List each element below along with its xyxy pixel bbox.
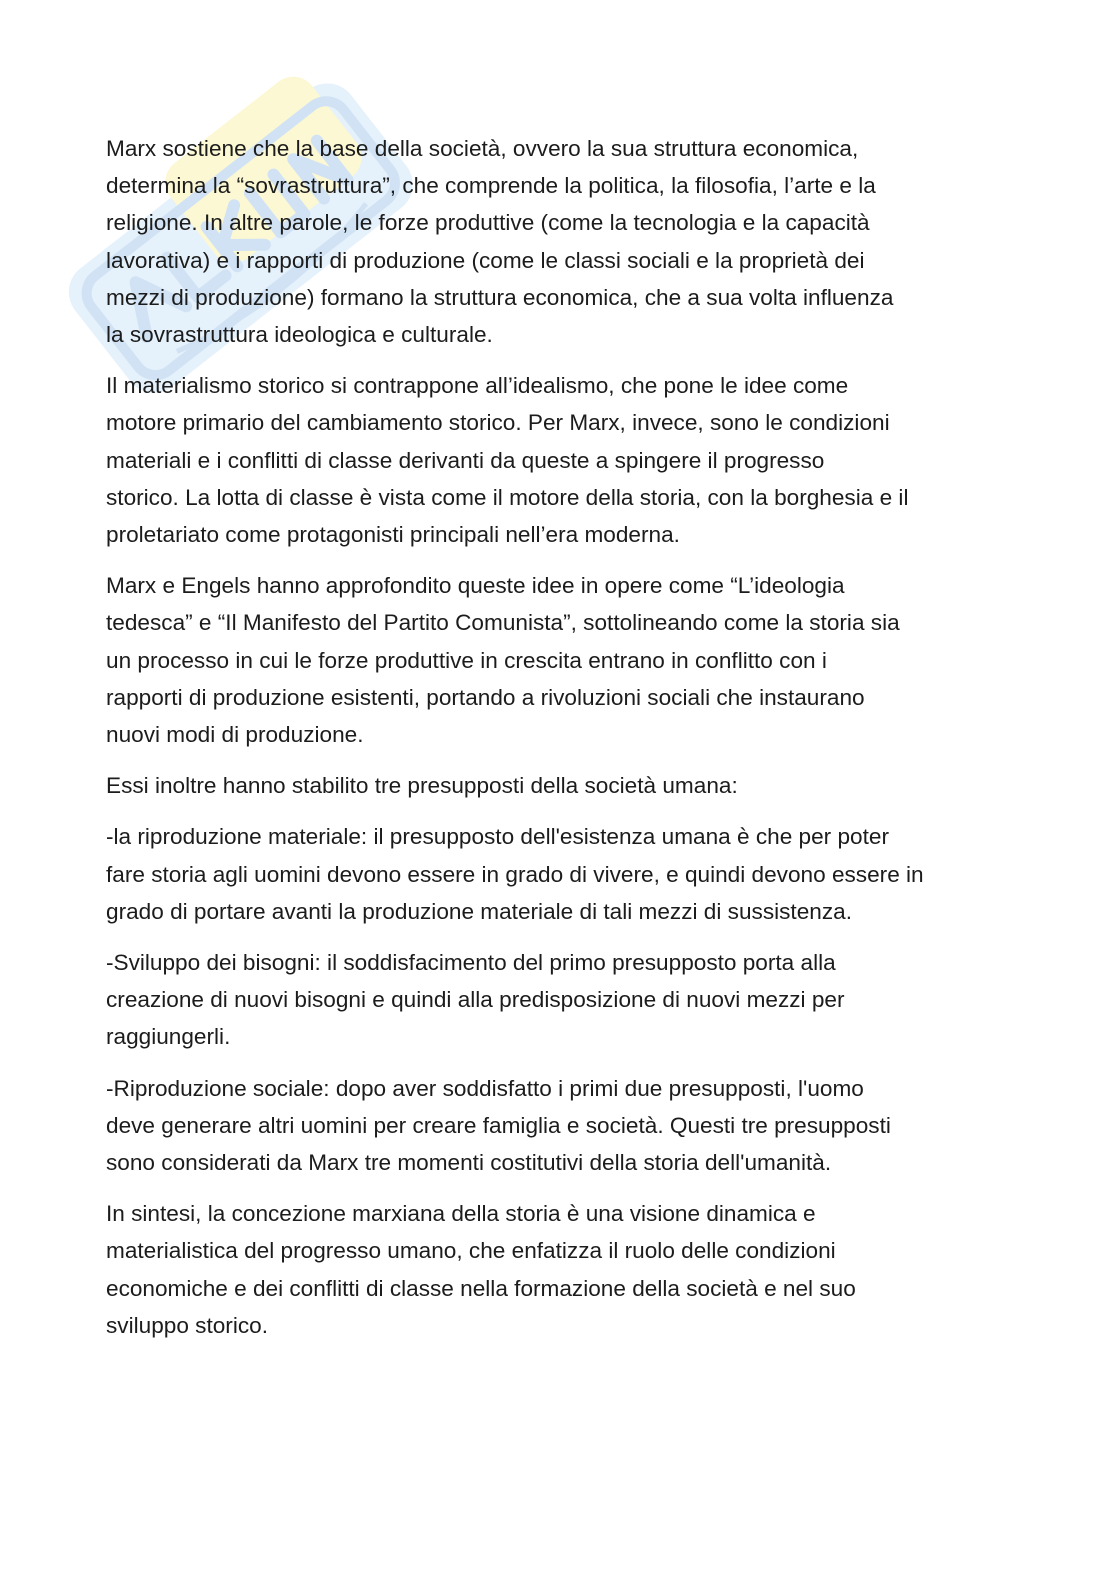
paragraph: [106, 130, 1036, 353]
text-line: religione. In altre parole, le forze produttive (come la tecnologia e la capacità: [106, 210, 870, 236]
paragraph: [106, 944, 1036, 1056]
text-line: sono considerati da Marx tre momenti costitutivi della storia dell'umanità.: [106, 1150, 832, 1176]
paragraph: [106, 1195, 1036, 1344]
paragraph: [106, 818, 1036, 930]
text-line: tedesca” e “Il Manifesto del Partito Comunista”, sottolineando come la storia sia: [106, 610, 900, 636]
text-line: -la riproduzione materiale: il presupposto dell'esistenza umana è che per poter: [106, 824, 889, 850]
text-line: sviluppo storico.: [106, 1312, 268, 1338]
document-body: [106, 130, 1036, 1358]
text-line: determina la “sovrastruttura”, che comprende la politica, la filosofia, l’arte e la: [106, 173, 876, 199]
text-line: deve generare altri uomini per creare famiglia e società. Questi tre presupposti: [106, 1112, 891, 1138]
text-line: Il materialismo storico si contrappone all’idealismo, che pone le idee come: [106, 373, 849, 399]
text-line: materialistica del progresso umano, che enfatizza il ruolo delle condizioni: [106, 1238, 836, 1264]
text-line: In sintesi, la concezione marxiana della storia è una visione dinamica e: [106, 1201, 816, 1227]
text-line: raggiungerli.: [106, 1024, 231, 1050]
text-line: un processo in cui le forze produttive in crescita entrano in conflitto con i: [106, 647, 827, 673]
text-line: proletariato come protagonisti principali nell’era moderna.: [106, 522, 680, 548]
text-line: mezzi di produzione) formano la struttura economica, che a sua volta influenza: [106, 284, 894, 310]
text-line: motore primario del cambiamento storico. Per Marx, invece, sono le condizioni: [106, 410, 890, 436]
text-line: grado di portare avanti la produzione materiale di tali mezzi di sussistenza.: [106, 898, 852, 924]
text-line: -Riproduzione sociale: dopo aver soddisfatto i primi due presupposti, l'uomo: [106, 1075, 864, 1101]
text-line: la sovrastruttura ideologica e culturale.: [106, 322, 493, 348]
paragraph: [106, 1070, 1036, 1182]
text-line: nuovi modi di produzione.: [106, 722, 364, 748]
paragraph: [106, 767, 1036, 804]
text-line: storico. La lotta di classe è vista come il motore della storia, con la borghesia e il: [106, 484, 909, 510]
paragraph: [106, 567, 1036, 753]
text-line: fare storia agli uomini devono essere in grado di vivere, e quindi devono essere in: [106, 861, 924, 887]
text-line: economiche e dei conflitti di classe nella formazione della società e nel suo: [106, 1275, 856, 1301]
paragraph: [106, 367, 1036, 553]
text-line: Marx e Engels hanno approfondito queste idee in opere come “L’ideologia: [106, 573, 845, 599]
text-line: materiali e i conflitti di classe derivanti da queste a spingere il progresso: [106, 447, 825, 473]
text-line: Marx sostiene che la base della società, ovvero la sua struttura economica,: [106, 136, 859, 161]
text-line: creazione di nuovi bisogni e quindi alla predisposizione di nuovi mezzi per: [106, 987, 845, 1013]
text-line: lavorativa) e i rapporti di produzione (come le classi sociali e la proprietà dei: [106, 247, 865, 273]
text-line: -Sviluppo dei bisogni: il soddisfacimento del primo presupposto porta alla: [106, 950, 836, 976]
text-line: rapporti di produzione esistenti, portando a rivoluzioni sociali che instaurano: [106, 684, 865, 710]
text-line: Essi inoltre hanno stabilito tre presupposti della società umana:: [106, 773, 738, 799]
